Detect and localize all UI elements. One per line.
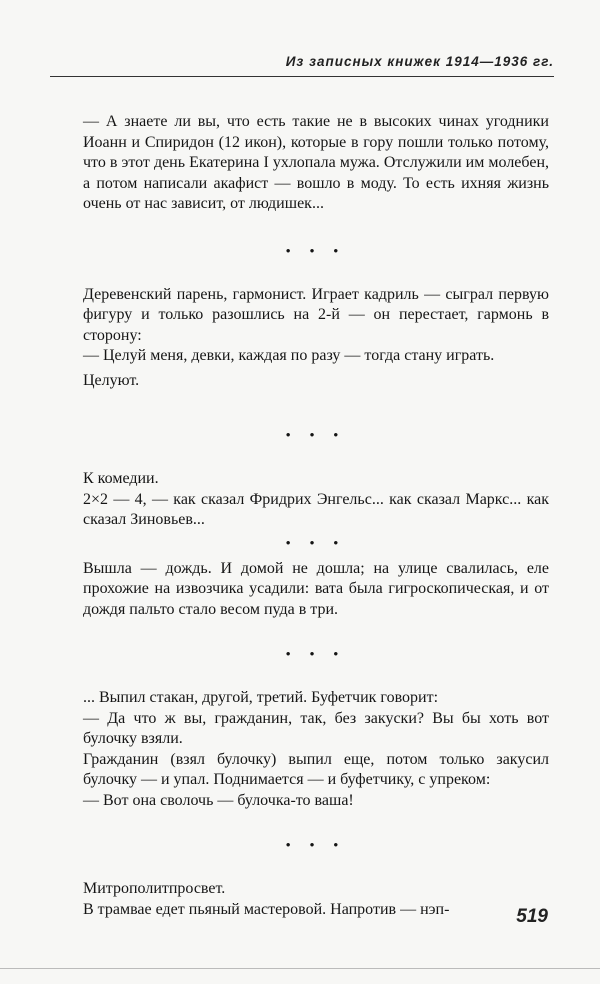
paragraph: — А знаете ли вы, что есть такие не в высоких чинах угодники Иоанн и Спиридон (12 икон), которые в гору пошли только потому, что в этот день Екатерина I ухлопала мужа. Отслужили им молебен, а потом написали акафист — вошло в моду. То есть ихняя жизнь очень от нас зависит, от людишек...	[83, 113, 549, 212]
section-separator: • • •	[285, 646, 347, 661]
paragraph: Вышла — дождь. И домой не дошла; на улице свалилась, еле прохожие на извозчика усадили: вата была гигроскопическая, и от дождя пальто стало весом пуда в три.	[83, 559, 549, 618]
paragraph: — Вот она сволочь — булочка-то ваша!	[83, 791, 354, 809]
paragraph: ... Выпил стакан, другой, третий. Буфетчик говорит:	[83, 689, 439, 706]
paragraph: — Целуй меня, девки, каждая по разу — тогда стану играть.	[83, 347, 495, 364]
page-body	[83, 112, 549, 920]
paragraph: 2×2 — 4, — как сказал Фридрих Энгельс... как сказал Маркс... как сказал Зиновьев...	[83, 490, 549, 528]
section-separator: • • •	[285, 427, 347, 442]
paragraph: — Да что ж вы, гражданин, так, без закуски? Вы бы хоть вот булочку взяли.	[83, 709, 549, 747]
running-head: Из записных книжек 1914—1936 гг.	[50, 54, 554, 77]
section-separator: • • •	[285, 837, 347, 852]
paragraph: В трамвае едет пьяный мастеровой. Напротив — нэп-	[83, 900, 450, 918]
paragraph: Целуют.	[83, 371, 140, 389]
paragraph: Деревенский парень, гармонист. Играет кадриль — сыграл первую фигуру и только разошлись на 2-й — он перестает, гармонь в сторону:	[83, 285, 549, 344]
paragraph: Гражданин (взял булочку) выпил еще, потом только закусил булочку — и упал. Поднимается — и буфетчику, с упреком:	[83, 750, 549, 788]
paragraph: К комедии.	[83, 470, 159, 487]
section-separator: • • •	[285, 534, 347, 550]
bottom-edge-divider	[0, 968, 600, 969]
page-number: 519	[516, 906, 548, 927]
paragraph: Митрополитпросвет.	[83, 880, 226, 897]
section-separator: • • •	[285, 242, 347, 258]
